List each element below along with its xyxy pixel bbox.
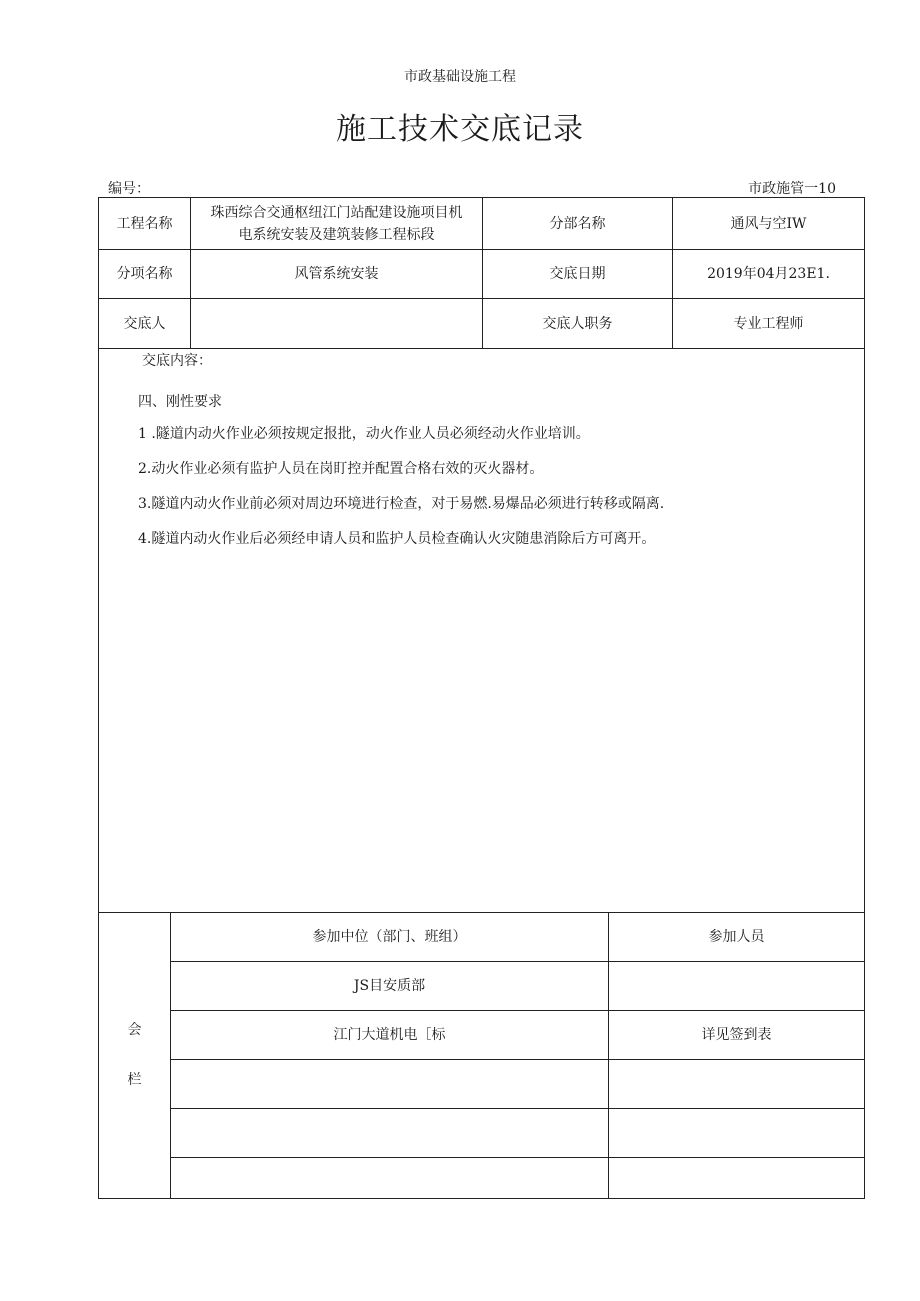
signoff-people-cell: 详见签到表: [701, 1027, 772, 1043]
signoff-side-label-top: 会: [127, 1022, 142, 1038]
signoff-unit-cell: [171, 1109, 608, 1157]
division-label: 分部名称: [549, 215, 606, 232]
content-item: 1 .隧道内动火作业必须按规定报批，动火作业人员必须经动火作业培训。: [138, 426, 590, 442]
presenter-label: 交底人: [123, 315, 166, 332]
section-title: 四、刚性要求: [138, 394, 222, 410]
form-number: 市政施管一10: [748, 181, 836, 197]
signoff-people-cell: [609, 1060, 864, 1108]
project-name-line1: 珠西综合交通枢纽江门站配建设施项目机: [210, 204, 463, 221]
signoff-unit-cell: 江门大道机电［标: [333, 1027, 446, 1043]
document-subtitle: 市政基础设施工程: [404, 69, 516, 85]
signoff-people-cell: [609, 1109, 864, 1157]
project-name-line2: 电系统安装及建筑装修工程标段: [238, 226, 435, 243]
date-value: 2019年04月23E1.: [707, 266, 830, 282]
presenter-value: [191, 299, 482, 348]
signoff-unit-cell: [171, 1158, 608, 1198]
signoff-side-label-bottom: 栏: [127, 1072, 142, 1088]
subitem-value: 风管系统安装: [294, 266, 379, 282]
project-name-value: [191, 198, 482, 249]
signoff-unit-cell: JS目安质部: [353, 978, 426, 994]
presenter-title-value: 专业工程师: [733, 315, 804, 332]
content-item: 2.动火作业必须有监护人员在岗盯控并配置合格右效的灭火器材。: [138, 461, 544, 477]
presenter-title-label: 交底人职务: [542, 315, 613, 332]
signoff-people-cell: [609, 1158, 864, 1198]
project-name-label: 工程名称: [116, 215, 173, 232]
unit-column-header: 参加中位（部门、班组）: [312, 929, 467, 945]
signoff-people-cell: [609, 962, 864, 1010]
content-item: 4.隧道内动火作业后必须经申请人员和监护人员检查确认火灾随患消除后方可离开。: [138, 531, 656, 547]
subitem-label: 分项名称: [116, 266, 173, 282]
date-label: 交底日期: [549, 266, 606, 282]
content-item: 3.隧道内动火作业前必须对周边环境进行检查，对于易燃.易爆品必须进行转移或隔离.: [138, 496, 665, 512]
signoff-unit-cell: [171, 1060, 608, 1108]
division-value: 通风与空IW: [730, 215, 807, 232]
content-heading: 交底内容：: [142, 353, 212, 369]
page-title: 施工技术交底记录: [336, 112, 584, 147]
code-label: 编号：: [108, 181, 150, 197]
people-column-header: 参加人员: [708, 929, 765, 945]
